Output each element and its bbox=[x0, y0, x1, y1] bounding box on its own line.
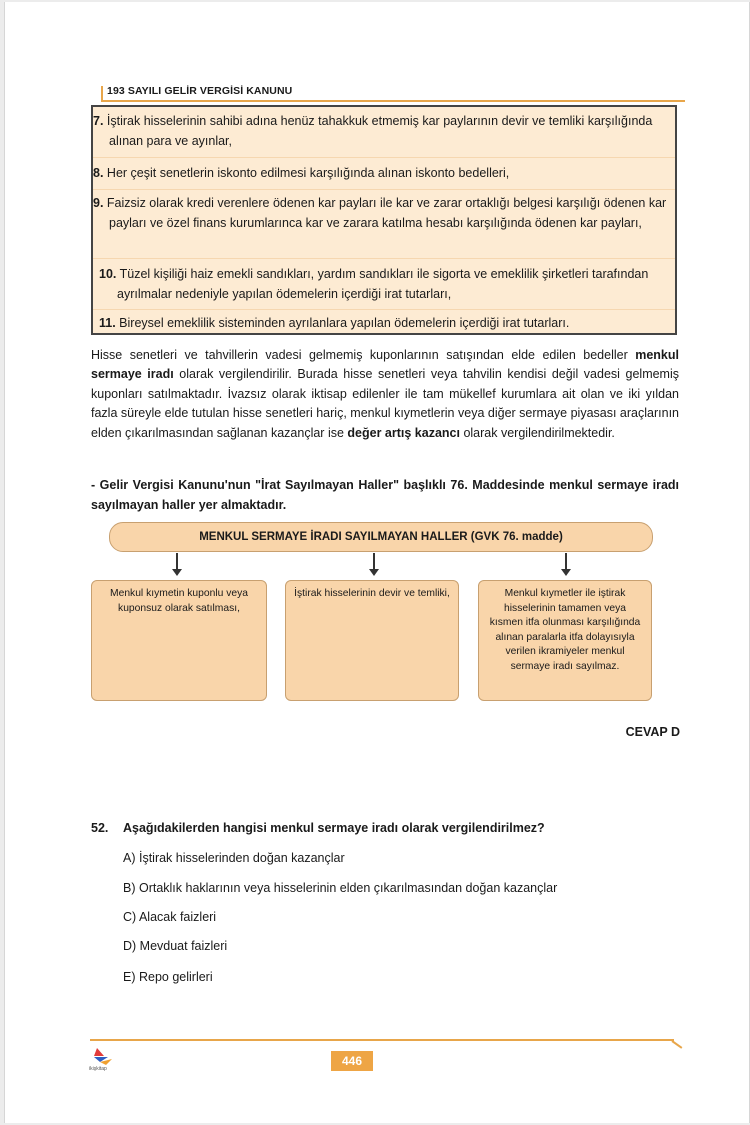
diagram-box-share-transfer: İştirak hisselerinin devir ve temliki, bbox=[285, 580, 459, 701]
divider bbox=[93, 258, 675, 259]
list-item-number: 8. bbox=[93, 166, 104, 180]
publisher-logo-text: ikişkitap bbox=[89, 1066, 107, 1072]
list-item-text: Her çeşit senetlerin iskonto edilmesi karşılığında alınan iskonto bedelleri, bbox=[106, 166, 510, 180]
option-a: A) İştirak hisselerinden doğan kazançlar bbox=[123, 851, 345, 865]
body-bold-term-2: değer artış kazancı bbox=[347, 425, 460, 440]
law-note: - Gelir Vergisi Kanunu'nun "İrat Sayılmayan Haller" başlıklı 76. Maddesinde menkul sermaye iradı sayılmayan haller yer almaktadır. bbox=[91, 478, 679, 512]
divider bbox=[93, 157, 675, 158]
header-title: 193 SAYILI GELİR VERGİSİ KANUNU bbox=[107, 85, 293, 97]
list-item-10 bbox=[93, 264, 675, 304]
list-item-7 bbox=[93, 111, 675, 151]
list-item-number: 10. bbox=[99, 267, 117, 281]
list-item-text: Tüzel kişiliği haiz emekli sandıkları, yardım sandıkları ile sigorta ve emeklilik şirketleri tarafından ayrılmalar nedeniyle yapılan ödemelerin içerdiği irat tutarları, bbox=[117, 267, 649, 301]
diagram-box-redemption: Menkul kıymetler ile iştirak hisselerinin tamamen veya kısmen itfa olunması karşılığında alınan paralarla itfa dolayısıyla verilen ikramiyeler menkul sermaye iradı sayılmaz. bbox=[478, 580, 652, 701]
list-item-8 bbox=[93, 163, 675, 183]
answer-label: CEVAP D bbox=[625, 725, 680, 739]
option-c: C) Alacak faizleri bbox=[123, 910, 217, 924]
question-number: 52. bbox=[91, 821, 109, 835]
list-item-number: 11. bbox=[99, 316, 116, 330]
option-e: E) Repo gelirleri bbox=[123, 970, 213, 984]
list-item-text: İştirak hisselerinin sahibi adına henüz tahakkuk etmemiş kar paylarının devir ve temliki karşılığında alınan para ve ayınlar, bbox=[106, 114, 653, 148]
page-number: 446 bbox=[331, 1051, 373, 1071]
body-bold-term-1: menkul sermaye iradı bbox=[91, 348, 679, 382]
option-b: B) Ortaklık haklarının veya hisselerinin elden çıkarılmasından doğan kazançlar bbox=[123, 881, 558, 895]
diagram-title: MENKUL SERMAYE İRADI SAYILMAYAN HALLER (GVK 76. madde) bbox=[109, 522, 653, 552]
list-item-number: 7. bbox=[93, 114, 104, 128]
body-paragraph bbox=[91, 346, 679, 443]
footer-rule bbox=[90, 1039, 674, 1041]
divider bbox=[93, 309, 675, 310]
divider bbox=[93, 189, 675, 190]
income-items-box bbox=[91, 105, 677, 335]
list-item-text: Bireysel emeklilik sisteminden ayrılanlara yapılan ödemelerin içerdiği irat tutarları. bbox=[119, 316, 570, 330]
option-d: D) Mevduat faizleri bbox=[123, 939, 228, 953]
question-52 bbox=[91, 821, 681, 835]
body-text-3: olarak vergilendirilmektedir. bbox=[459, 425, 615, 440]
list-item-text: Faizsiz olarak kredi verenlere ödenen kar payları ile kar ve zarar ortaklığı belgesi karşılığı ödenen kar payları ve özel finans kurumlarınca kar ve zarara katılma hesabı karşılığında ödenen kar payları, bbox=[106, 196, 667, 230]
down-arrow-icon bbox=[172, 553, 182, 577]
body-text-1: Hisse senetleri ve tahvillerin vadesi gelmemiş kuponlarının satışından elde edilen bedeller bbox=[91, 348, 628, 362]
down-arrow-icon bbox=[369, 553, 379, 577]
page-header bbox=[101, 82, 685, 102]
list-item-9 bbox=[93, 193, 675, 233]
publisher-logo-icon bbox=[88, 1046, 124, 1078]
header-tick bbox=[101, 86, 103, 101]
question-text: Aşağıdakilerden hangisi menkul sermaye iradı olarak vergilendirilmez? bbox=[123, 821, 545, 835]
diagram-box-coupon-sale: Menkul kıymetin kuponlu veya kuponsuz olarak satılması, bbox=[91, 580, 267, 701]
header-rule bbox=[101, 100, 685, 102]
body-text-2: olarak vergilendirilir. Burada hisse senetleri veya tahvilin kendisi değil vadesi gelmemiş kuponları satılmaktadır. İvazsız olarak iktisap edilenler ile tam mükellef kurumlara ait olan ve iki yıldan fazla süreyle elde tutulan hisse senetleri hariç, menkul kıymetlerin veya diğer sermaye piyasası araçlarının elden çıkarılmasından sağlanan kazançlar ise bbox=[91, 367, 679, 440]
list-item-11 bbox=[93, 313, 675, 333]
list-item-number: 9. bbox=[93, 196, 104, 210]
down-arrow-icon bbox=[561, 553, 571, 577]
